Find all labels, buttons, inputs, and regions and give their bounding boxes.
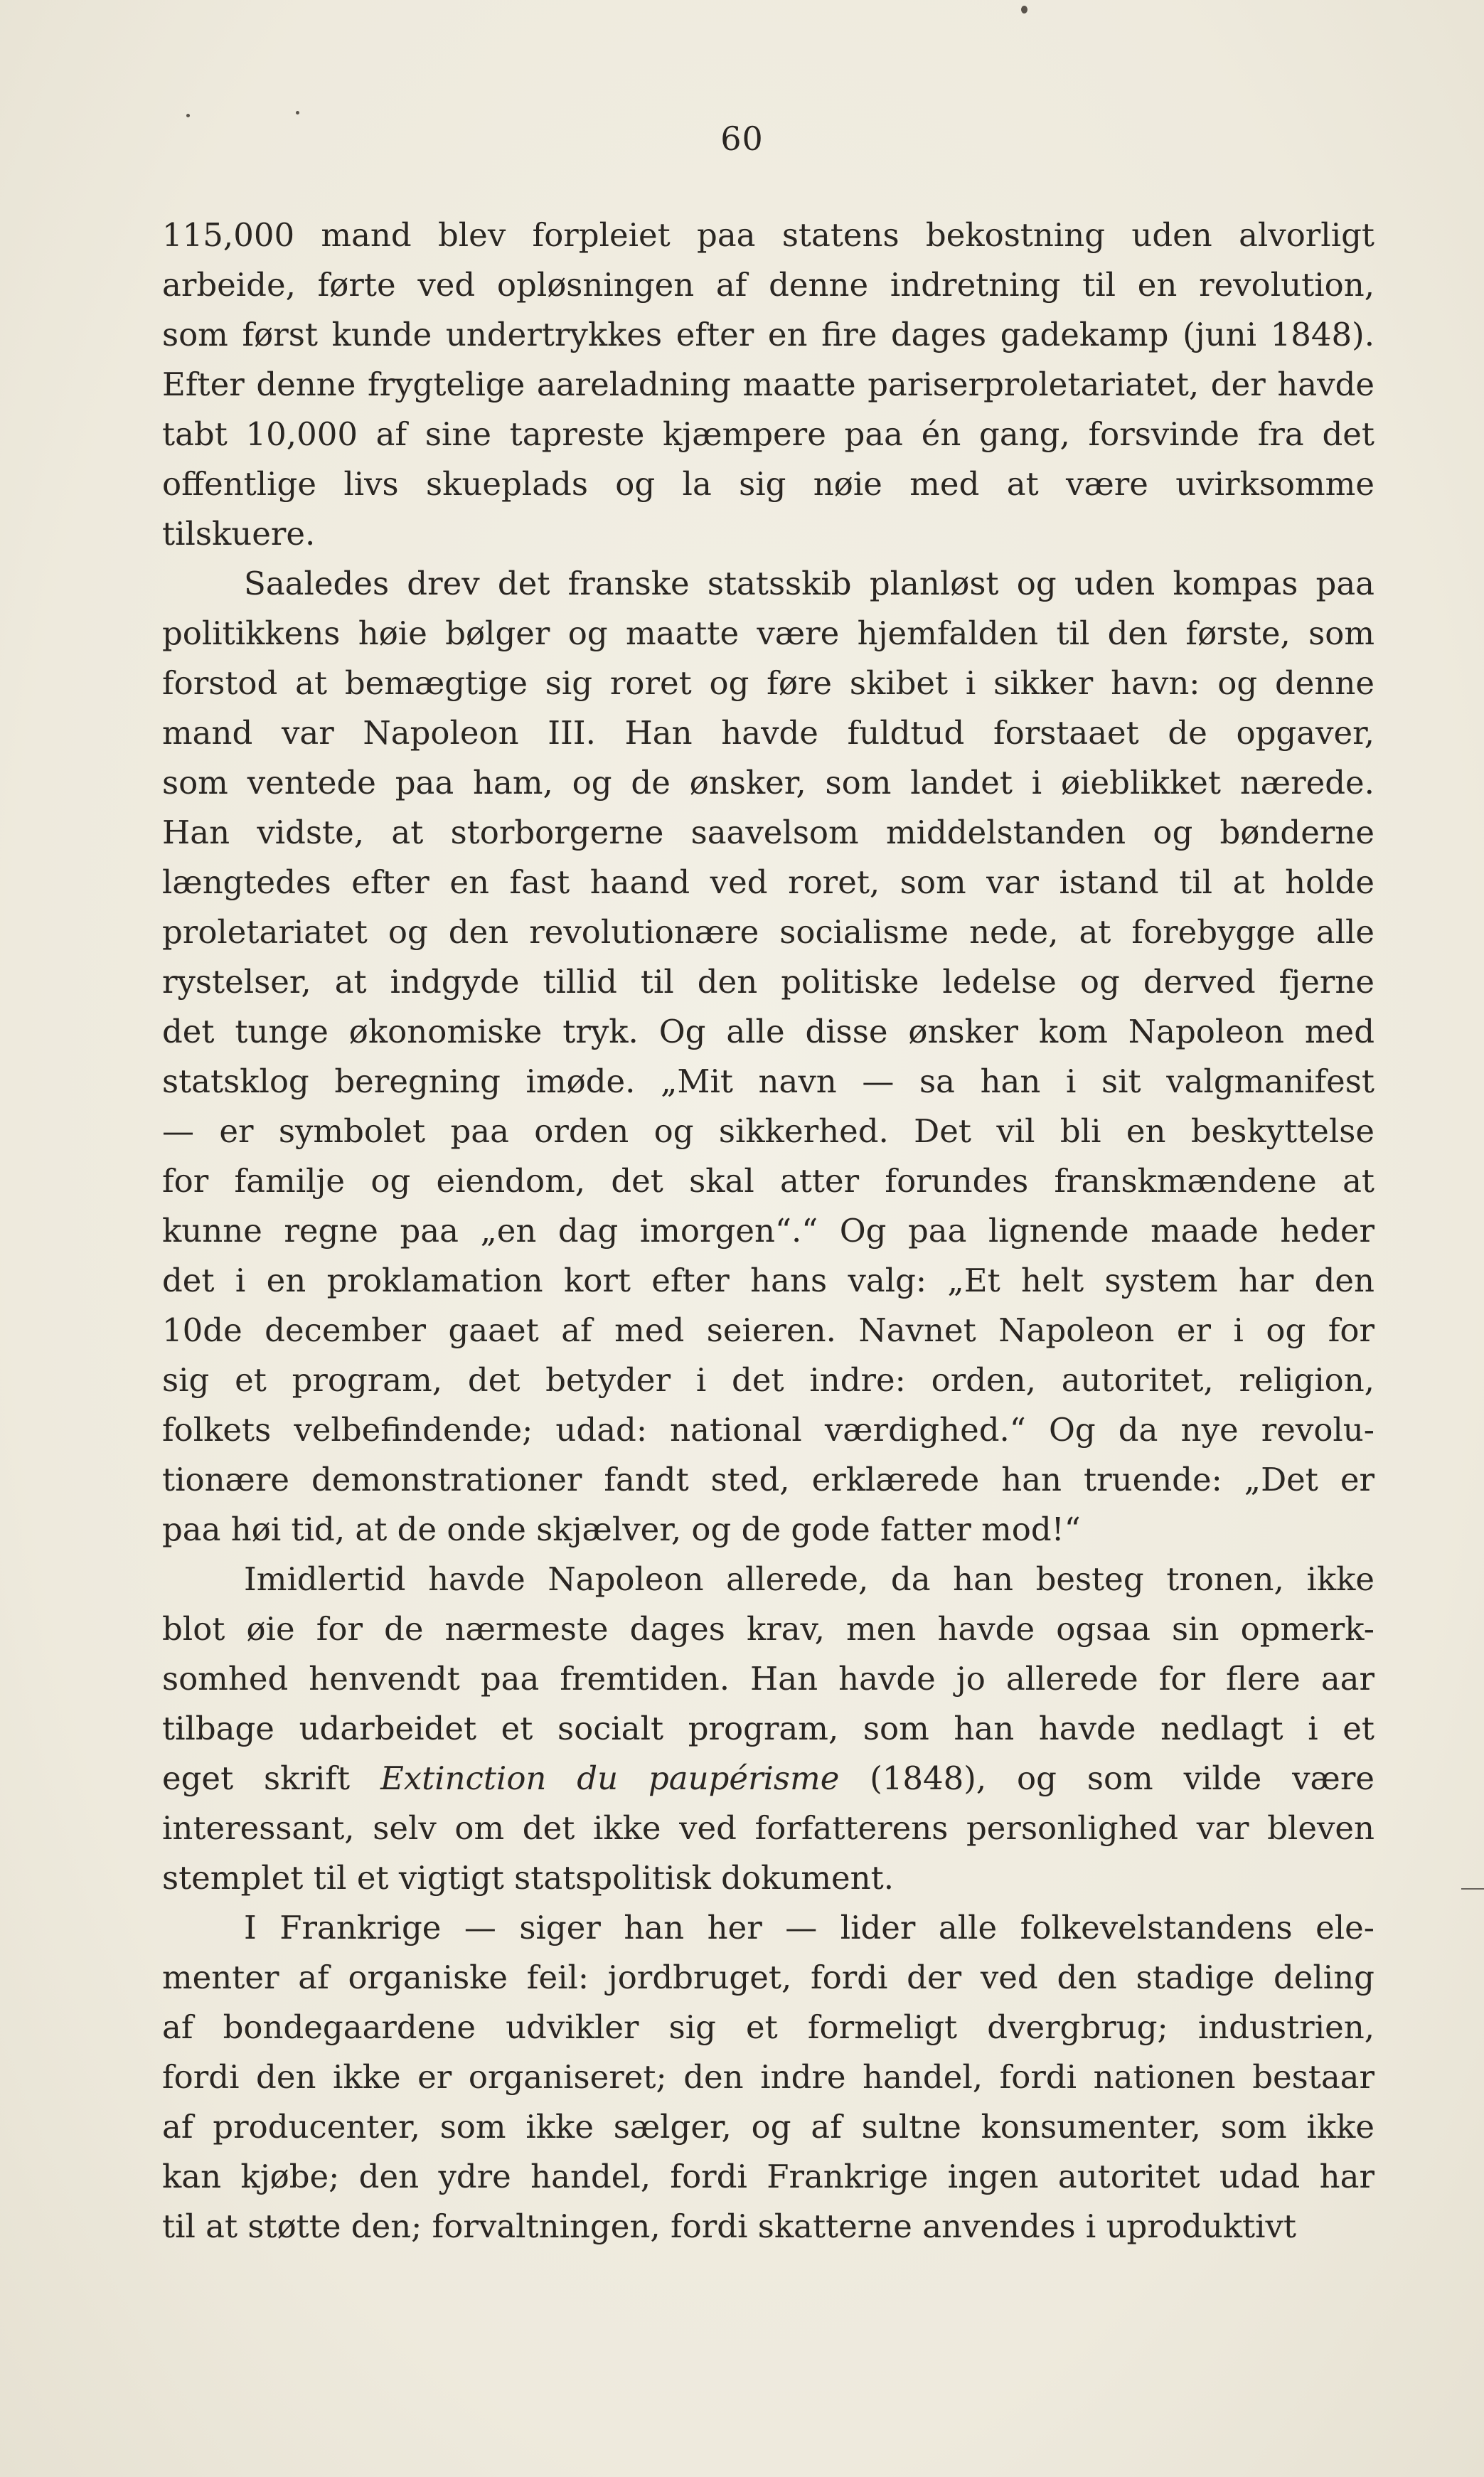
text-line: tabt 10,000 af sine tapreste kjæmpere paa én gang, forsvinde fra det: [162, 415, 1374, 453]
ink-speck: [186, 114, 190, 117]
text-line: Efter denne frygtelige aareladning maatte pariserproletariatet, der havde: [162, 366, 1374, 403]
text-line: det tunge økonomiske tryk. Og alle disse ønsker kom Napoleon med: [162, 1013, 1374, 1050]
paragraph: [162, 559, 1374, 1555]
text-line: stemplet til et vigtigt statspolitisk dokument.: [162, 1859, 895, 1897]
page-edge-mark: [1461, 1888, 1484, 1890]
paragraph: [162, 211, 1374, 559]
text-line: Saaledes drev det franske statsskib planløst og uden kompas paa: [244, 565, 1374, 602]
text-line: arbeide, førte ved opløsningen af denne indretning til en revolution,: [162, 266, 1374, 304]
text-line: som ventede paa ham, og de ønsker, som landet i øieblikket nærede.: [162, 764, 1374, 801]
text-line: statsklog beregning imøde. „Mit navn — sa han i sit valgmanifest: [162, 1062, 1374, 1100]
text-line: længtedes efter en fast haand ved roret, som var istand til at holde: [162, 863, 1374, 901]
text-line: sig et program, det betyder i det indre: orden, autoritet, religion,: [162, 1361, 1374, 1399]
ink-speck: [1021, 6, 1027, 14]
text-line: paa høi tid, at de onde skjælver, og de gode fatter mod!“: [162, 1511, 1081, 1548]
text-line: tionære demonstrationer fandt sted, erklærede han truende: „Det er: [162, 1461, 1374, 1498]
text-segment: (1848), og som vilde være: [839, 1759, 1374, 1797]
text-line: offentlige livs skueplads og la sig nøie med at være uvirksomme: [162, 465, 1374, 503]
text-line: det i en proklamation kort efter hans valg: „Et helt system har den: [162, 1262, 1374, 1299]
text-line: som først kunde undertrykkes efter en fire dages gadekamp (juni 1848).: [162, 316, 1374, 353]
ink-speck: [296, 111, 299, 114]
page-number: 60: [720, 119, 764, 158]
text-line: somhed henvendt paa fremtiden. Han havde jo allerede for flere aar: [162, 1660, 1374, 1698]
text-line: rystelser, at indgyde tillid til den politiske ledelse og derved fjerne: [162, 963, 1374, 1001]
text-line: til at støtte den; forvaltningen, fordi skatterne anvendes i uproduktivt: [162, 2207, 1296, 2245]
text-line: 10de december gaaet af med seieren. Navnet Napoleon er i og for: [162, 1311, 1374, 1349]
text-line: mand var Napoleon III. Han havde fuldtud forstaaet de opgaver,: [162, 714, 1374, 752]
text-line: for familje og eiendom, det skal atter forundes franskmændene at: [162, 1162, 1374, 1200]
text-line: Imidlertid havde Napoleon allerede, da han besteg tronen, ikke: [244, 1560, 1374, 1598]
text-line: tilbage udarbeidet et socialt program, som han havde nedlagt i et: [162, 1710, 1374, 1747]
text-line: politikkens høie bølger og maatte være hjemfalden til den første, som: [162, 614, 1374, 652]
body-text: [162, 211, 1374, 2252]
text-line: forstod at bemægtige sig roret og føre skibet i sikker havn: og denne: [162, 664, 1374, 702]
text-line: interessant, selv om det ikke ved forfatterens personlighed var bleven: [162, 1809, 1374, 1847]
text-segment: eget skrift: [162, 1759, 380, 1797]
text-line: [162, 1754, 1374, 1804]
text-line: fordi den ikke er organiseret; den indre handel, fordi nationen bestaar: [162, 2058, 1374, 2096]
text-line: kunne regne paa „en dag imorgen“.“ Og paa lignende maade heder: [162, 1212, 1374, 1250]
text-line: proletariatet og den revolutionære socialisme nede, at forebygge alle: [162, 913, 1374, 951]
text-line: blot øie for de nærmeste dages krav, men havde ogsaa sin opmerk-: [162, 1610, 1374, 1648]
text-line: Han vidste, at storborgerne saavelsom middelstanden og bønderne: [162, 814, 1374, 851]
text-line: — er symbolet paa orden og sikkerhed. Det vil bli en beskyttelse: [162, 1112, 1374, 1150]
text-line: af bondegaardene udvikler sig et formeligt dvergbrug; industrien,: [162, 2008, 1374, 2046]
text-line: folkets velbefindende; udad: national værdighed.“ Og da nye revolu-: [162, 1411, 1374, 1449]
text-line: menter af organiske feil: jordbruget, fordi der ved den stadige deling: [162, 1959, 1374, 1996]
book-title-italic: Extinction du paupérisme: [380, 1759, 840, 1797]
text-line: kan kjøbe; den ydre handel, fordi Frankrige ingen autoritet udad har: [162, 2158, 1374, 2195]
text-line: af producenter, som ikke sælger, og af sultne konsumenter, som ikke: [162, 2108, 1374, 2146]
paragraph: [162, 1903, 1374, 2252]
text-line: 115,000 mand blev forpleiet paa statens bekostning uden alvorligt: [162, 216, 1374, 254]
paragraph: [162, 1555, 1374, 1903]
text-line: I Frankrige — siger han her — lider alle folkevelstandens ele-: [244, 1909, 1374, 1946]
text-line: tilskuere.: [162, 515, 316, 553]
